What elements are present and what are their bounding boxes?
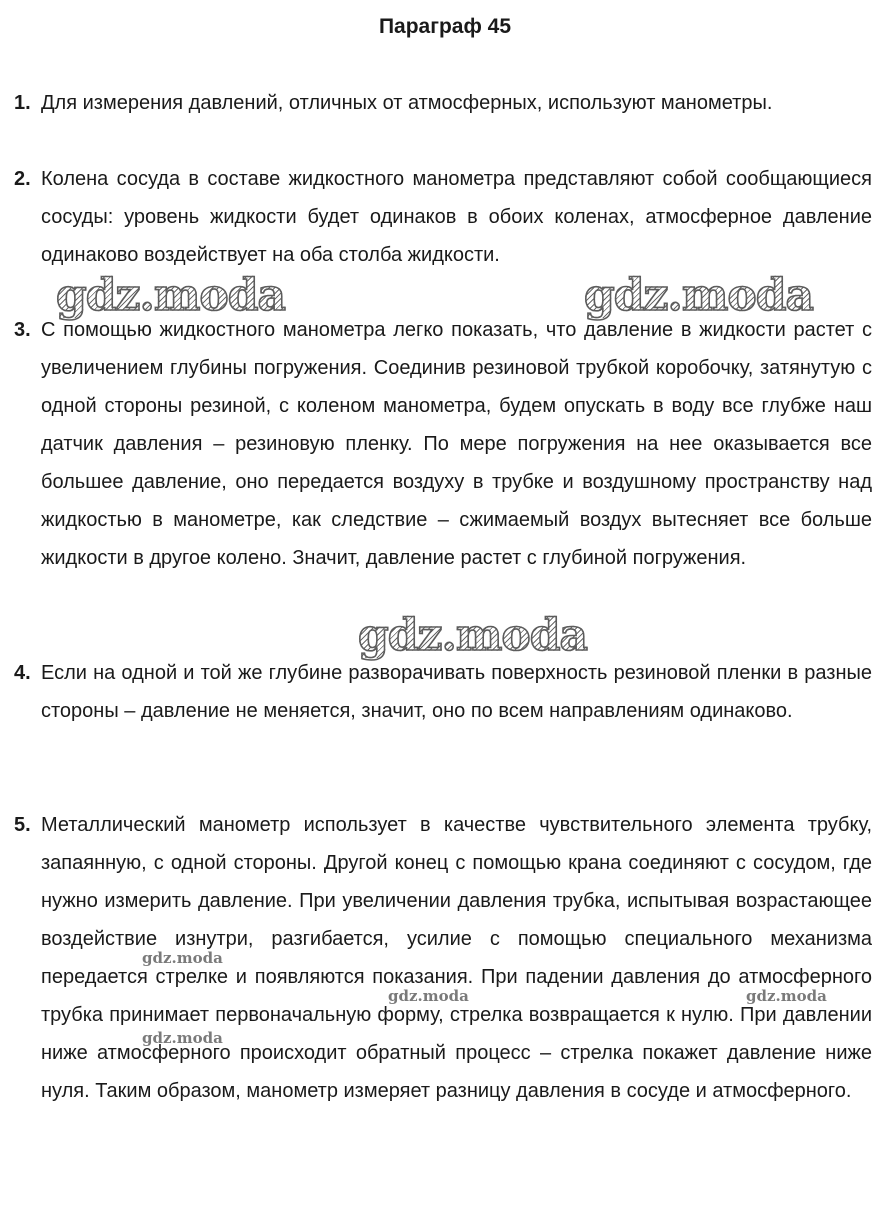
item-number: 3.	[14, 319, 31, 341]
item-number: 1.	[14, 92, 31, 114]
watermark-logo: gdz.moda	[142, 949, 223, 967]
item-text: Для измерения давлений, отличных от атмосферных, используют манометры.	[41, 92, 773, 114]
answer-item-3	[14, 311, 872, 577]
answer-item-1	[14, 84, 872, 122]
item-number: 4.	[14, 662, 31, 684]
item-text: Колена сосуда в составе жидкостного манометра представляют собой сообщающиеся сосуды: уровень жидкости будет одинаков в обоих коленах, атмосферное давление одинаково воздействует на оба столба жидкости.	[41, 168, 872, 266]
watermark-logo: gdz.moda	[388, 987, 469, 1005]
item-text: Металлический манометр использует в качестве чувствительного элемента трубку, запаянную, с одной стороны. Другой конец с помощью крана соединяют с сосудом, где нужно измерить давление. При увеличении давления трубка, испытывая возрастающее воздействие изнутри, разгибается, усилие с помощью специального механизма передается стрелке и появляются показания. При падении давления до атмосферного трубка принимает первоначальную форму, стрелка возвращается к нулю. При давлении ниже атмосферного происходит обратный процесс – стрелка покажет давление ниже нуля. Таким образом, манометр измеряет разницу давления в сосуде и атмосферного.	[41, 814, 872, 1102]
watermark-logo: gdz.moda	[56, 270, 286, 321]
watermark-logo: gdz.moda	[584, 270, 814, 321]
watermark-logo: gdz.moda	[358, 610, 588, 661]
item-number: 5.	[14, 814, 31, 836]
page-title: Параграф 45	[378, 15, 512, 38]
item-text: С помощью жидкостного манометра легко показать, что давление в жидкости растет с увеличением глубины погружения. Соединив резиновой трубкой коробочку, затянутую с одной стороны резиной, с коленом манометра, будем опускать в воду все глубже наш датчик давления – резиновую пленку. По мере погружения на нее оказывается все большее давление, оно передается воздуху в трубке и воздушному пространству над жидкостью в манометре, как следствие – сжимаемый воздух вытесняет все больше жидкости в другое колено. Значит, давление растет с глубиной погружения.	[41, 319, 872, 569]
item-text: Если на одной и той же глубине разворачивать поверхность резиновой пленки в разные стороны – давление не меняется, значит, оно по всем направлениям одинаково.	[41, 662, 872, 722]
item-number: 2.	[14, 168, 31, 190]
answer-item-2	[14, 160, 872, 274]
answer-item-4	[14, 654, 872, 730]
watermark-logo: gdz.moda	[142, 1029, 223, 1047]
watermark-logo: gdz.moda	[746, 987, 827, 1005]
